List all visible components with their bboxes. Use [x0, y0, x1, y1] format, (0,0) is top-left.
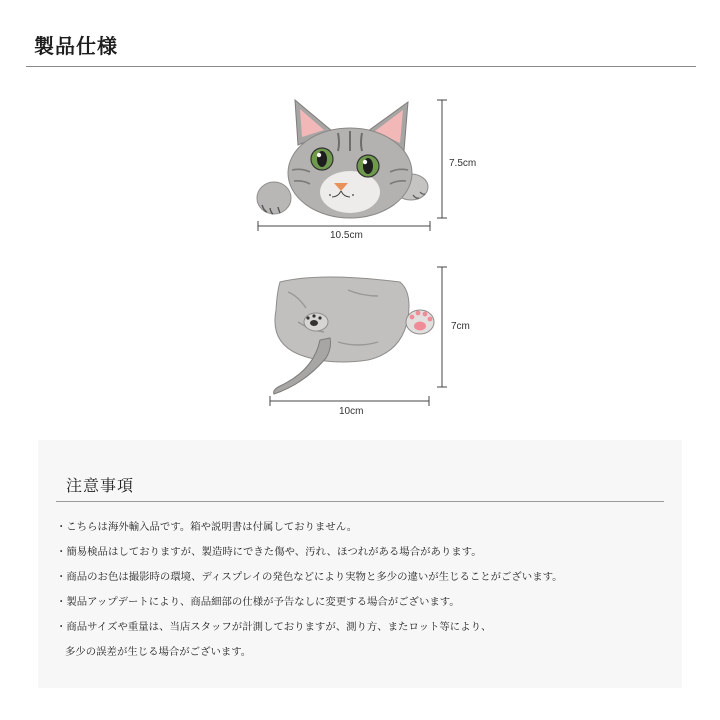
notes-panel — [38, 440, 682, 688]
title-divider — [26, 66, 696, 67]
notes-list — [56, 515, 671, 665]
width-label-b: 10cm — [339, 406, 364, 417]
page-title: 製品仕様 — [34, 34, 118, 58]
cat-face-sticker-image — [250, 95, 450, 235]
height-dimension-line-b — [436, 265, 448, 391]
note-item: ・商品サイズや重量は、当店スタッフが計測しておりますが、測り方、またロット等により、 — [56, 621, 492, 633]
notes-divider — [56, 501, 664, 502]
width-label-a: 10.5cm — [330, 230, 363, 241]
note-item: ・商品のお色は撮影時の環境、ディスプレイの発色などにより実物と多少の違いが生じることがございます。 — [56, 571, 563, 583]
height-label-b: 7cm — [451, 321, 470, 332]
note-item: ・製品アップデートにより、商品細部の仕様が予告なしに変更する場合がございます。 — [56, 596, 460, 608]
cat-tail-sticker-image — [268, 262, 448, 394]
note-item-continuation: 多少の誤差が生じる場合がございます。 — [65, 646, 252, 658]
note-item: ・簡易検品はしておりますが、製造時にできた傷や、汚れ、ほつれがある場合があります。 — [56, 546, 482, 558]
notes-title: 注意事項 — [66, 476, 135, 495]
height-label-a: 7.5cm — [449, 158, 477, 169]
note-item: ・こちらは海外輸入品です。箱や説明書は付属しておりません。 — [56, 521, 358, 533]
height-dimension-line-a — [436, 98, 448, 222]
